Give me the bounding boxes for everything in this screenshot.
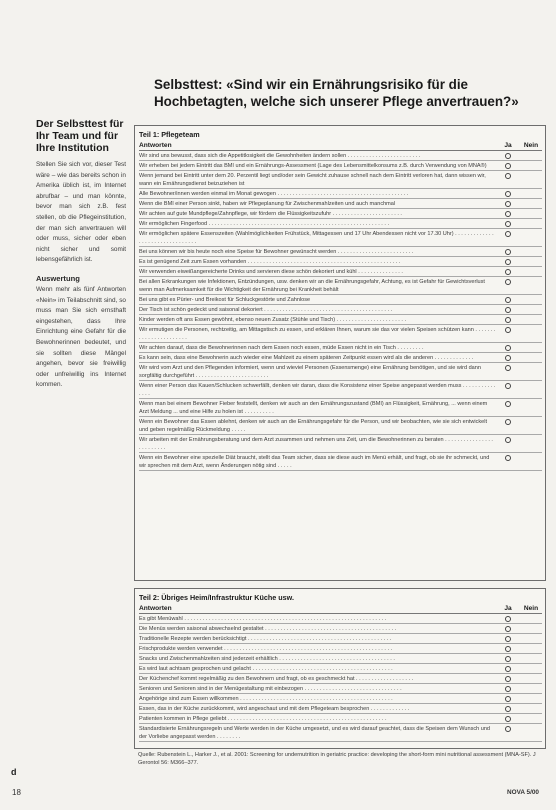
- no-cell[interactable]: [519, 229, 542, 246]
- yes-cell: [496, 704, 519, 713]
- sidebar-evaluation-text: Wenn mehr als fünf Antworten «Nein» im Teilabschnitt sind, so muss man Sie sich ernsthaft eingestehen, dass Ihre Einrichtung eine Gefahr für die Bewohnerinnen bedeutet, und sie sollten diese Mängel angehen, bevor sie freiwillig oder unfreiwillig ins Internet kommen.: [36, 285, 126, 389]
- question-text: Essen, das in der Küche zurückkommt, wird angeschaut und mit dem Pflegeteam besprochen . . . . . . . . . . . . .: [139, 705, 410, 712]
- no-cell[interactable]: [519, 399, 542, 416]
- yes-checkbox[interactable]: [505, 626, 511, 632]
- yes-checkbox[interactable]: [505, 706, 511, 712]
- no-cell[interactable]: [519, 353, 542, 362]
- no-cell[interactable]: [519, 277, 542, 294]
- yes-checkbox[interactable]: [505, 201, 511, 207]
- table-row: [139, 664, 542, 674]
- sidebar-title: Der Selbsttest für Ihr Team und für Ihre Institution: [36, 118, 124, 154]
- question-text: Es ist genügend Zeit zum Essen vorhanden . . . . . . . . . . . . . . . . . . . . . . . . . . . . . . . . . . . . . . . . . . . . . . . . . .: [139, 258, 401, 265]
- yes-cell: [496, 315, 519, 324]
- yes-checkbox[interactable]: [505, 191, 511, 197]
- question-text: Bei allen Erkrankungen wie Infektionen, Entzündungen, usw. denken wir an die Ernährungsgefahr, Achtung, es ist Gefahr für Gewichtsverlust wenn man Aufmerksamkeit für die Wichtigkeit der Ernährung bei Krankheit behält: [139, 278, 485, 293]
- question-text: Bei uns gibt es Pürier- und Breikost für Schluckgestörte und Zahnlose: [139, 296, 311, 303]
- table-row: [139, 209, 542, 219]
- yes-checkbox[interactable]: [505, 231, 511, 237]
- yes-cell: [496, 229, 519, 246]
- table-row: [139, 151, 542, 161]
- no-cell[interactable]: [519, 684, 542, 693]
- part1-table: [134, 125, 546, 581]
- yes-checkbox[interactable]: [505, 279, 511, 285]
- no-cell[interactable]: [519, 199, 542, 208]
- yes-cell: [496, 435, 519, 452]
- no-cell[interactable]: [519, 247, 542, 256]
- no-cell[interactable]: [519, 624, 542, 633]
- yes-checkbox[interactable]: [505, 211, 511, 217]
- part2-col-yes: Ja: [504, 605, 512, 612]
- yes-checkbox[interactable]: [505, 455, 511, 461]
- table-row: [139, 353, 542, 363]
- yes-checkbox[interactable]: [505, 726, 511, 732]
- page-title: Selbsttest: «Sind wir ein Ernährungsrisiko für die Hochbetagten, welche sich unserer Pflege anvertrauen?»: [154, 77, 519, 109]
- yes-cell: [496, 295, 519, 304]
- yes-cell: [496, 654, 519, 663]
- yes-checkbox[interactable]: [505, 383, 511, 389]
- no-cell[interactable]: [519, 704, 542, 713]
- table-row: [139, 704, 542, 714]
- part2-col-answers: Antworten: [139, 605, 172, 612]
- yes-cell: [496, 664, 519, 673]
- question-text: Wir achten auf gute Mundpflege/Zahnpflege, wir fördern die Flüssigkeitszufuhr . . . . . . . . . . . . . . . . . . . . . . .: [139, 210, 402, 217]
- yes-checkbox[interactable]: [505, 686, 511, 692]
- table-row: [139, 634, 542, 644]
- no-cell[interactable]: [519, 305, 542, 314]
- table-row: [139, 363, 542, 381]
- yes-checkbox[interactable]: [505, 646, 511, 652]
- no-cell[interactable]: [519, 674, 542, 683]
- question-text: Wenn die BMI einer Person sinkt, haben wir Pflegeplanung für Zwischenmahlzeiten und auch manchmal: [139, 200, 396, 207]
- yes-cell: [496, 219, 519, 228]
- table-row: [139, 684, 542, 694]
- yes-checkbox[interactable]: [505, 666, 511, 672]
- yes-checkbox[interactable]: [505, 259, 511, 265]
- yes-cell: [496, 694, 519, 703]
- no-cell[interactable]: [519, 209, 542, 218]
- part1-col-answers: Antworten: [139, 142, 172, 149]
- yes-cell: [496, 644, 519, 653]
- question-text: Wir wird vom Arzt und den Pflegenden informiert, wenn und wieviel Personen (Essensmenge) eine Ernährung benötigen, und sie wird dann sorgfältig durchgeführt . . . . . . . . . . . . . . . . . . . . . . . .: [139, 364, 481, 379]
- table-row: [139, 724, 542, 742]
- table-row: [139, 229, 542, 247]
- yes-cell: [496, 199, 519, 208]
- table-row: [139, 714, 542, 724]
- part2-col-no: Nein: [523, 605, 539, 612]
- no-cell[interactable]: [519, 219, 542, 228]
- part1-title: Teil 1: Pflegeteam: [139, 130, 200, 139]
- yes-checkbox[interactable]: [505, 307, 511, 313]
- yes-checkbox[interactable]: [505, 153, 511, 159]
- table-row: [139, 199, 542, 209]
- yes-checkbox[interactable]: [505, 345, 511, 351]
- question-text: Angehörige sind zum Essen willkommen . . . . . . . . . . . . . . . . . . . . . . . . . . . . . . . . . . . . . . . . . . . . . . . . . .: [139, 695, 393, 702]
- yes-cell: [496, 171, 519, 188]
- part1-col-no: Nein: [523, 142, 539, 149]
- question-text: Wir verwenden eiweißangereicherte Drinks und servieren diese schön dekoriert und kühl . . . . . . . . . . . . . . .: [139, 268, 403, 275]
- table-row: [139, 694, 542, 704]
- yes-cell: [496, 724, 519, 741]
- question-text: Die Menüs werden saisonal abwechselnd gestaltet . . . . . . . . . . . . . . . . . . . . . . . . . . . . . . . . . . . . . . . . . . .: [139, 625, 397, 632]
- yes-cell: [496, 614, 519, 623]
- yes-checkbox[interactable]: [505, 401, 511, 407]
- yes-cell: [496, 189, 519, 198]
- question-text: Wenn ein Bewohner eine spezielle Diät braucht, stellt das Team sicher, dass sie diese auch im Menü erhält, und fragt, ob sie ihr schmeckt, und wir sprechen mit dem Arzt, wenn Änderungen nötig sind . . . . .: [139, 454, 490, 469]
- question-text: Bei uns können wir bis heute noch eine Speise für Bewohner gewünscht werden . . . . . . . . . . . . . . . . . . . . . . . . .: [139, 248, 414, 255]
- yes-cell: [496, 247, 519, 256]
- yes-cell: [496, 634, 519, 643]
- yes-checkbox[interactable]: [505, 419, 511, 425]
- no-cell[interactable]: [519, 694, 542, 703]
- yes-checkbox[interactable]: [505, 327, 511, 333]
- table-row: [139, 267, 542, 277]
- yes-cell: [496, 381, 519, 398]
- part2-header-row: [139, 605, 542, 614]
- question-text: Wenn einer Person das Kauen/Schlucken schwerfällt, denken wir daran, dass die Konsistenz einer Speise angepasst werden muss . . . . . . . . . . . . . . .: [139, 382, 496, 397]
- table-row: [139, 161, 542, 171]
- question-text: Snacks und Zwischenmahlzeiten sind jederzeit erhältlich . . . . . . . . . . . . . . . . . . . . . . . . . . . . . . . . . . . . . .: [139, 655, 395, 662]
- sidebar-evaluation-heading: Auswertung: [36, 273, 80, 283]
- yes-checkbox[interactable]: [505, 656, 511, 662]
- question-text: Der Tisch ist schön gedeckt und saisonal dekoriert . . . . . . . . . . . . . . . . . . . . . . . . . . . . . . . . . . . . . . . . . .: [139, 306, 393, 313]
- no-cell[interactable]: [519, 654, 542, 663]
- yes-cell: [496, 305, 519, 314]
- yes-checkbox[interactable]: [505, 173, 511, 179]
- question-text: Der Küchenchef kommt regelmäßig zu den Bewohnern und fragt, ob es geschmeckt hat . . . . . . . . . . . . . . . . . . .: [139, 675, 414, 682]
- part1-col-yes: Ja: [504, 142, 512, 149]
- table-row: [139, 644, 542, 654]
- table-row: [139, 624, 542, 634]
- no-cell[interactable]: [519, 644, 542, 653]
- table-row: [139, 399, 542, 417]
- yes-checkbox[interactable]: [505, 221, 511, 227]
- no-cell[interactable]: [519, 295, 542, 304]
- yes-checkbox[interactable]: [505, 163, 511, 169]
- table-row: [139, 315, 542, 325]
- no-cell[interactable]: [519, 267, 542, 276]
- no-cell[interactable]: [519, 315, 542, 324]
- yes-cell: [496, 343, 519, 352]
- question-text: Wir ermöglichen Fingerfood . . . . . . . . . . . . . . . . . . . . . . . . . . . . . . . . . . . . . . . . . . . . . . . . . . . . . . . . . . .: [139, 220, 389, 227]
- no-cell[interactable]: [519, 714, 542, 723]
- table-row: [139, 343, 542, 353]
- question-text: Kinder werden oft ans Essen gewöhnt, ebenso neuen Zusatz (Stühle und Tisch) . . . . . . . . . . . . . . . . . . . . . . .: [139, 316, 407, 323]
- question-text: Patienten kommen in Pflege geliebt . . . . . . . . . . . . . . . . . . . . . . . . . . . . . . . . . . . . . . . . . . . . . . . . . . . .: [139, 715, 387, 722]
- question-text: Alle Bewohner/innen werden einmal im Monat gewogen . . . . . . . . . . . . . . . . . . . . . . . . . . . . . . . . . . . . . . . . . . .: [139, 190, 409, 197]
- no-cell[interactable]: [519, 614, 542, 623]
- no-cell[interactable]: [519, 325, 542, 342]
- question-text: Es wird laut achtsam gesprochen und gelacht . . . . . . . . . . . . . . . . . . . . . . . . . . . . . . . . . . . . . . . . . . . . . .: [139, 665, 393, 672]
- table-row: [139, 277, 542, 295]
- no-cell[interactable]: [519, 417, 542, 434]
- no-cell[interactable]: [519, 363, 542, 380]
- no-cell[interactable]: [519, 189, 542, 198]
- question-text: Wir ermutigen die Personen, rechtzeitig, am Mittagstisch zu essen, und erklären Ihnen, warum sie das vor vielen Speisen schützen kann . . . . . . . . . . . . . . . . . . . . . . .: [139, 326, 496, 341]
- yes-checkbox[interactable]: [505, 437, 511, 443]
- yes-checkbox[interactable]: [505, 676, 511, 682]
- yes-cell: [496, 714, 519, 723]
- yes-cell: [496, 353, 519, 362]
- yes-checkbox[interactable]: [505, 269, 511, 275]
- yes-checkbox[interactable]: [505, 355, 511, 361]
- yes-cell: [496, 325, 519, 342]
- table-row: [139, 219, 542, 229]
- no-cell[interactable]: [519, 161, 542, 170]
- sidebar-intro-text: Stellen Sie sich vor, dieser Test wäre – wie das bereits schon in Amerika üblich ist, im Internet abrufbar – und man könnte, bevor man sich z.B. fest stellen, ob die Pflegeinstitution, der man sich anvertrauen will oder muss, sicher oder eben nicht sicher und somit lebensgefährlich ist.: [36, 161, 126, 264]
- part2-table: [134, 588, 546, 749]
- question-text: Wenn man bei einem Bewohner Fieber feststellt, denken wir auch an den Ernährungszustand (BMI) an Flüssigkeit, Ernährung, ... wenn einem Arzt Meldung ... und eine Hilfe zu holen ist . . . . . . . . . .: [139, 400, 488, 415]
- no-cell[interactable]: [519, 634, 542, 643]
- no-cell[interactable]: [519, 151, 542, 160]
- yes-cell: [496, 399, 519, 416]
- yes-checkbox[interactable]: [505, 317, 511, 323]
- table-row: [139, 674, 542, 684]
- table-row: [139, 654, 542, 664]
- part1-header-row: [139, 142, 542, 151]
- yes-checkbox[interactable]: [505, 249, 511, 255]
- part1-rows: [139, 151, 542, 471]
- no-cell[interactable]: [519, 453, 542, 470]
- no-cell[interactable]: [519, 435, 542, 452]
- yes-cell: [496, 209, 519, 218]
- yes-checkbox[interactable]: [505, 616, 511, 622]
- table-row: [139, 453, 542, 471]
- yes-cell: [496, 257, 519, 266]
- yes-cell: [496, 161, 519, 170]
- table-row: [139, 257, 542, 267]
- yes-checkbox[interactable]: [505, 696, 511, 702]
- yes-checkbox[interactable]: [505, 297, 511, 303]
- table-row: [139, 435, 542, 453]
- question-text: Senioren und Senioren sind in der Menügestaltung mit einbezogen . . . . . . . . . . . . . . . . . . . . . . . . . . . . . . . .: [139, 685, 402, 692]
- question-text: Traditionelle Rezepte werden berücksichtigt . . . . . . . . . . . . . . . . . . . . . . . . . . . . . . . . . . . . . . . . . . . . . . .: [139, 635, 392, 642]
- question-text: Wir ermöglichen spätere Essenszeiten (Wahlmöglichkeiten Frühstück, Mittagessen und 17 Uhr Abendessen nicht vor 17.30 Uhr) . . . . . . . . . . . . . . . . . . . . . . . . . . . . . . . .: [139, 230, 494, 245]
- page-number: 18: [12, 788, 21, 797]
- no-cell[interactable]: [519, 724, 542, 741]
- no-cell[interactable]: [519, 343, 542, 352]
- table-row: [139, 171, 542, 189]
- yes-cell: [496, 277, 519, 294]
- yes-cell: [496, 417, 519, 434]
- question-text: Wenn ein Bewohner das Essen ablehnt, denken wir auch an die Ernährungsgefahr für die Person, und wir beobachten, wie sie sich entwickelt und geben regelmäßig Rückmeldung . . . . .: [139, 418, 488, 433]
- table-row: [139, 417, 542, 435]
- question-text: Es kann sein, dass eine Bewohnerin auch wieder eine Mahlzeit zu einem späteren Zeitpunkt essen wird als die anderen . . . . . . . . . . . . .: [139, 354, 474, 361]
- yes-cell: [496, 624, 519, 633]
- question-text: Es gibt Menüwahl . . . . . . . . . . . . . . . . . . . . . . . . . . . . . . . . . . . . . . . . . . . . . . . . . . . . . . . . . . . . . . . . . .: [139, 615, 387, 622]
- table-row: [139, 381, 542, 399]
- yes-checkbox[interactable]: [505, 365, 511, 371]
- table-row: [139, 247, 542, 257]
- yes-checkbox[interactable]: [505, 636, 511, 642]
- yes-cell: [496, 684, 519, 693]
- question-text: Standardisierte Ernährungsregeln und Werte werden in der Küche umgesetzt, und es wird darauf geachtet, dass die Speisen dem Wunsch und der Vorliebe angepasst werden . . . . . . . .: [139, 725, 490, 740]
- table-row: [139, 325, 542, 343]
- question-text: Wir sind uns bewusst, dass sich die Appetitlosigkeit die Gewohnheiten ändern sollen . . . . . . . . . . . . . . . . . . . . . . . .: [139, 152, 421, 159]
- question-text: Wenn jemand bei Eintritt unter dem 20. Perzentil liegt und/oder sein Gewicht zuhause schnell nach dem Eintritt verloren hat, dann wissen wir, wann ein Ernährungsdienst beizuziehen ist: [139, 172, 486, 187]
- sidebar: [36, 118, 126, 391]
- corner-mark: d: [11, 767, 17, 777]
- table-row: [139, 614, 542, 624]
- yes-checkbox[interactable]: [505, 716, 511, 722]
- yes-cell: [496, 363, 519, 380]
- table-row: [139, 189, 542, 199]
- question-text: Wir achten darauf, dass die Bewohnerinnen nach dem Essen noch essen, müde Essen nicht in ein Tisch . . . . . . . . .: [139, 344, 424, 351]
- table-row: [139, 305, 542, 315]
- part2-rows: [139, 614, 542, 742]
- yes-cell: [496, 267, 519, 276]
- question-text: Wir arbeiten mit der Ernährungsberatung und dem Arzt zusammen und nehmen uns Zeit, um die Bewohnerinnen zu beraten . . . . . . . . . . . . . . . . . . . . . . . . .: [139, 436, 493, 451]
- no-cell[interactable]: [519, 381, 542, 398]
- no-cell[interactable]: [519, 664, 542, 673]
- journal-name: NOVA 5/00: [507, 789, 539, 796]
- source-citation: Quelle: Rubenstein L., Harker J., et al. 2001: Screening for undernutrition in geriatric practice: developing the short-form mini nutritional assessment (MNA-SF). J Gerontol 56: M366–377.: [138, 752, 536, 766]
- no-cell[interactable]: [519, 257, 542, 266]
- question-text: Frischprodukte werden verwendet . . . . . . . . . . . . . . . . . . . . . . . . . . . . . . . . . . . . . . . . . . . . . . . . . . . . . . .: [139, 645, 393, 652]
- part2-title: Teil 2: Übriges Heim/Infrastruktur Küche usw.: [139, 593, 294, 602]
- table-row: [139, 295, 542, 305]
- question-text: Wir erheben bei jedem Eintritt das BMI und ein Ernährungs-Assessment (Lage des Lebensmittelkonsums z.B. durch Verwendung von MNA®): [139, 162, 487, 169]
- yes-cell: [496, 674, 519, 683]
- yes-cell: [496, 151, 519, 160]
- yes-cell: [496, 453, 519, 470]
- no-cell[interactable]: [519, 171, 542, 188]
